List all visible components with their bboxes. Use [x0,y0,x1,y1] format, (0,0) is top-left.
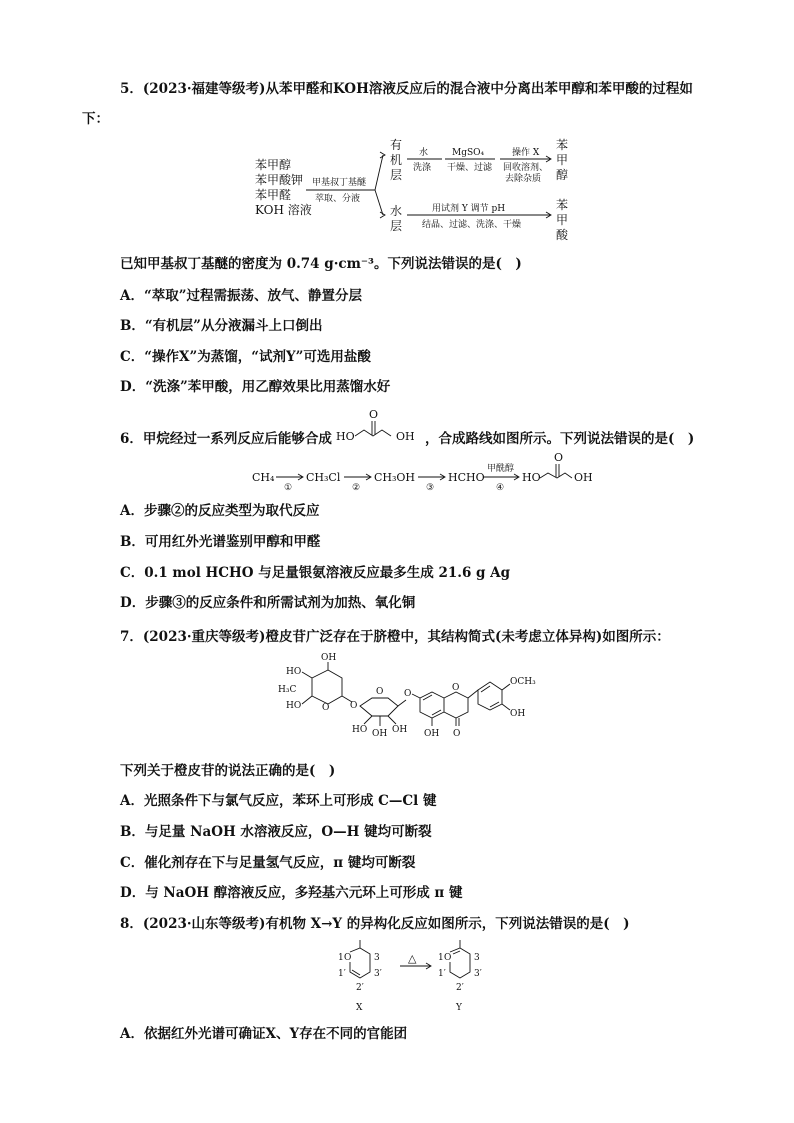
q6-s3: HCHO [448,471,485,484]
q5-option-c: C．“操作X”为蒸馏，“试剂Y”可选用盐酸 [120,349,371,365]
q5-opx-bottom1: 回收溶剂、 [503,163,549,173]
q8-delta: △ [408,952,417,965]
q8-x-2p: 2′ [356,983,364,993]
q6-mol-o: O [369,408,379,421]
q8-x-3p: 3′ [374,969,382,979]
q7-oh-2: OH [372,729,388,739]
q6-option-a: A．步骤②的反应类型为取代反应 [120,503,320,519]
q7-hesperidin-structure [272,650,552,755]
q6-n2: ② [352,483,361,493]
q5-option-b: B．“有机层”从分液漏斗上口倒出 [120,318,323,334]
q6-option-b: B．可用红外光谱鉴别甲醇和甲醛 [120,534,321,550]
q6-prod-oh: OH [574,471,593,484]
q7-option-d: D．与 NaOH 醇溶液反应，多羟基六元环上可形成 π 键 [120,885,463,901]
q6-n3: ③ [426,483,435,493]
q7-o-3: O [376,687,384,697]
q6-option-c: C．0.1 mol HCHO 与足量银氨溶液反应最多生成 21.6 g Ag [120,565,511,581]
q8-x-label: X [356,1003,363,1013]
q5-stem-line2: 下： [82,111,109,127]
q7-o-6: O [453,729,461,739]
q7-o-1: O [322,703,330,713]
q5-wash-top: 水 [419,148,429,158]
q5-dry-bottom: 干燥、过滤 [447,163,493,173]
q6-prod-ho: HO [522,471,541,484]
q7-o-2: O [350,701,358,711]
q5-stem-line1: 5．(2023·福建等级考)从苯甲醛和KOH溶液反应后的混合液中分离出苯甲醇和苯甲酸的过程如 [120,81,693,97]
q6-n4: ④ [496,483,505,493]
q6-route [252,451,593,493]
q7-o-5: O [452,683,460,693]
q7-ho-2: HO [286,701,302,711]
q8-y-o: O [444,953,452,963]
q5-mix-2: 苯甲酸钾 [255,173,304,187]
q7-option-b: B．与足量 NaOH 水溶液反应，O—H 键均可断裂 [120,824,432,840]
q7-h3c: H₃C [278,685,297,695]
q5-organic-1: 有 [390,138,403,152]
q7-oh-5: OH [510,709,526,719]
q7-och3: OCH₃ [510,677,536,687]
q5-mix-4: KOH 溶液 [255,203,312,217]
q5-mix-1: 苯甲醇 [255,158,292,172]
q5-prod1-1: 苯 [556,138,569,152]
q7-stem: 7．(2023·重庆等级考)橙皮苷广泛存在于脐橙中，其结构简式(未考虑立体异构)如图所示： [120,629,670,645]
q5-step1-top: 甲基叔丁基醚 [312,178,367,188]
q7-option-c: C．催化剂存在下与足量氢气反应，π 键均可断裂 [120,855,416,871]
q5-prod1-2: 甲 [556,153,569,167]
q7-option-a: A．光照条件下与氯气反应，苯环上可形成 C—Cl 键 [120,793,437,809]
q6-s0: CH₄ [252,471,275,484]
q5-wash-bottom: 洗涤 [413,163,432,173]
q8-stem: 8．(2023·山东等级考)有机物 X→Y 的异构化反应如图所示，下列说法错误的是( ) [120,916,630,932]
q5-prod2-3: 酸 [556,228,569,242]
q5-flowchart [250,135,580,245]
q7-oh-4: OH [424,729,440,739]
q5-option-a: A．“萃取”过程需振荡、放气、静置分层 [120,288,363,304]
q6-stem-pre: 6．甲烷经过一系列反应后能够合成 [120,431,332,447]
q5-prod2-2: 甲 [556,213,569,227]
q5-water-2: 层 [390,219,403,233]
q6-n1: ① [284,483,293,493]
q5-acid-bottom: 结晶、过滤、洗涤、干燥 [422,220,522,230]
q6-r4: 甲酰醇 [487,464,515,474]
q8-x-1: 1 [338,953,344,963]
q7-o-4: O [404,689,412,699]
q6-mol-ho: HO [336,430,355,443]
q5-step1-bottom: 萃取、分液 [315,194,361,204]
q7-oh-3: OH [392,725,408,735]
q8-y-3p: 3′ [474,969,482,979]
q6-stem-post: ，合成路线如图所示。下列说法错误的是( ) [425,431,695,447]
q7-oh-1: OH [321,653,337,663]
q7-question: 下列关于橙皮苷的说法正确的是( ) [120,763,336,779]
q8-isomerization-scheme [338,940,498,1016]
q6-s1: CH₃Cl [306,471,341,484]
q5-option-d: D．“洗涤”苯甲酸，用乙醇效果比用蒸馏水好 [120,379,391,395]
q7-ho-1: HO [286,667,302,677]
q5-acid-top: 用试剂 Y 调节 pH [432,204,506,214]
q8-x-3: 3 [374,953,380,963]
q5-prod2-1: 苯 [556,198,569,212]
q6-prod-o: O [554,451,564,464]
q6-s2: CH₃OH [374,471,416,484]
q5-water-1: 水 [390,204,403,218]
q6-target-molecule [336,408,418,448]
q8-y-1: 1 [438,953,444,963]
q8-x-1p: 1′ [338,969,346,979]
q5-opx-top: 操作 X [512,148,540,158]
q8-y-1p: 1′ [438,969,446,979]
q6-option-d: D．步骤③的反应条件和所需试剂为加热、氧化铜 [120,595,416,611]
q7-ho-3: HO [352,725,368,735]
q8-option-a: A．依据红外光谱可确证X、Y存在不同的官能团 [120,1026,408,1042]
q5-organic-2: 机 [390,153,403,167]
q5-mix-3: 苯甲醛 [255,188,292,202]
q8-x-o: O [344,953,352,963]
q5-prod1-3: 醇 [556,168,569,182]
q5-dry-top: MgSO₄ [452,148,485,158]
q5-given: 已知甲基叔丁基醚的密度为 0.74 g·cm⁻³。下列说法错误的是( ) [120,256,522,272]
q5-organic-3: 层 [390,168,403,182]
q8-y-2p: 2′ [456,983,464,993]
q8-y-3: 3 [474,953,480,963]
q8-y-label: Y [456,1003,462,1013]
q6-mol-oh: OH [396,430,415,443]
q5-opx-bottom2: 去除杂质 [505,174,542,184]
